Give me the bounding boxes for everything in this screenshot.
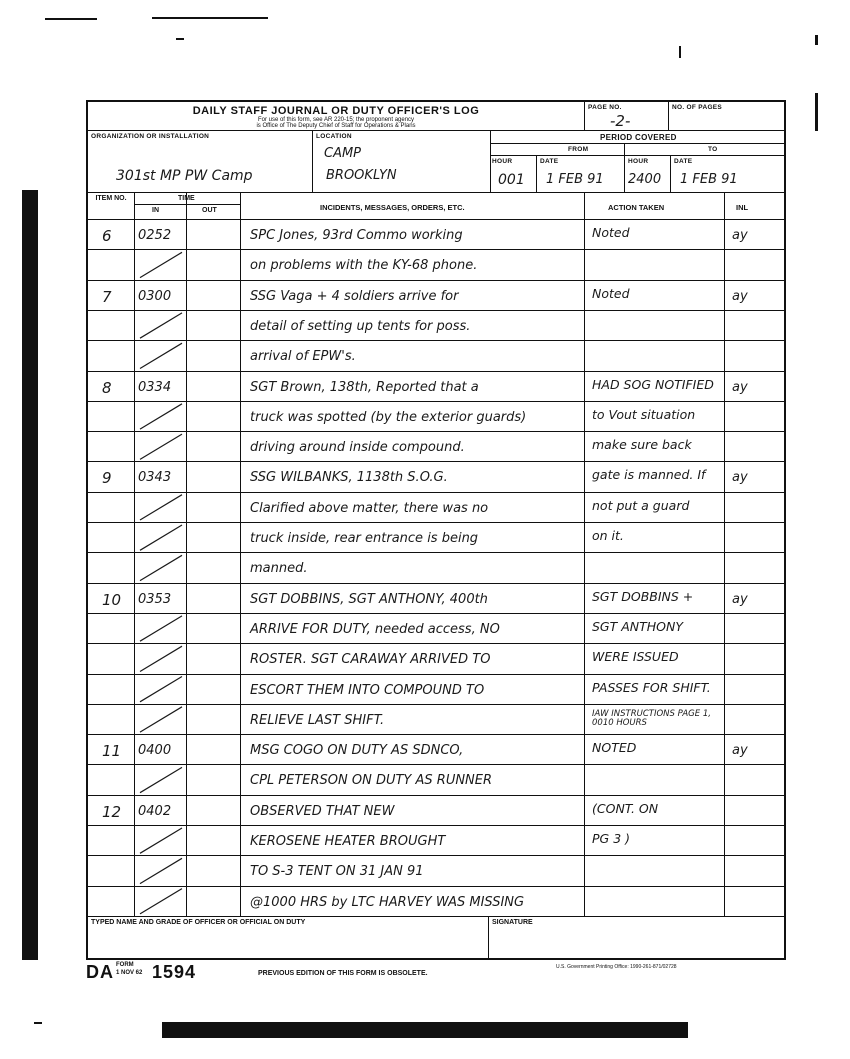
row-incident-text[interactable]: TO S-3 TENT ON 31 JAN 91: [250, 864, 424, 880]
form-subtitle-1: For use of this form, see AR 220-15; the proponent agency: [257, 117, 415, 123]
org-value[interactable]: 301st MP PW Camp: [116, 168, 253, 184]
to-date-value[interactable]: 1 FEB 91: [680, 172, 738, 187]
row-incident-text[interactable]: ROSTER. SGT CARAWAY ARRIVED TO: [250, 652, 491, 668]
row-incident-text[interactable]: truck inside, rear entrance is being: [250, 531, 479, 546]
row-incident-text[interactable]: ARRIVE FOR DUTY, needed access, NO: [250, 621, 500, 637]
scan-mark: [34, 1022, 42, 1024]
typed-name-label: TYPED NAME AND GRADE OF OFFICER OR OFFICIAL ON DUTY: [91, 919, 306, 926]
row-action-taken[interactable]: PG 3 ): [592, 831, 631, 846]
footer-gpo: U.S. Government Printing Office: 1990-261-871/02728: [556, 964, 677, 970]
footer-form-number: 1594: [152, 962, 197, 982]
signature-label: SIGNATURE: [492, 919, 533, 926]
row-action-taken[interactable]: SGT DOBBINS +: [592, 588, 694, 604]
col-out: OUT: [202, 207, 217, 214]
row-incident-text[interactable]: SGT DOBBINS, SGT ANTHONY, 400th: [250, 591, 488, 607]
row-action-taken[interactable]: on it.: [592, 528, 624, 543]
row-incident-text[interactable]: RELIEVE LAST SHIFT.: [250, 712, 385, 728]
col-time: TIME: [178, 195, 195, 202]
period-label: PERIOD COVERED: [600, 133, 677, 142]
row-time-in[interactable]: 0400: [138, 743, 172, 759]
row-incident-text[interactable]: detail of setting up tents for poss.: [250, 318, 471, 334]
from-date-label: DATE: [540, 158, 559, 165]
col-in: IN: [152, 207, 159, 214]
scan-mark: [152, 17, 268, 19]
to-label: TO: [708, 146, 718, 153]
form-footer: [86, 962, 786, 986]
row-incident-text[interactable]: SSG Vaga + 4 soldiers arrive for: [250, 288, 459, 304]
row-time-in[interactable]: 0252: [138, 228, 172, 243]
row-time-in[interactable]: 0402: [138, 803, 172, 819]
footer-previous-edition: PREVIOUS EDITION OF THIS FORM IS OBSOLETE.: [258, 970, 428, 977]
row-action-taken[interactable]: IAW INSTRUCTIONS PAGE 1, 0010 HOURS: [592, 708, 711, 728]
row-action-taken[interactable]: SGT ANTHONY: [592, 618, 683, 634]
row-incident-text[interactable]: truck was spotted (by the exterior guards): [250, 409, 527, 425]
form-title: DAILY STAFF JOURNAL OR DUTY OFFICER'S LOG: [192, 105, 480, 117]
row-action-taken[interactable]: Noted: [592, 225, 630, 240]
duty-log-form: [86, 100, 786, 960]
row-incident-text[interactable]: MSG COGO ON DUTY AS SDNCO,: [250, 743, 464, 759]
row-action-taken[interactable]: HAD SOG NOTIFIED: [592, 376, 714, 392]
location-line-1[interactable]: CAMP: [324, 146, 362, 161]
row-incident-text[interactable]: driving around inside compound.: [250, 440, 465, 456]
row-action-taken[interactable]: gate is manned. If: [592, 467, 706, 483]
row-incident-text[interactable]: manned.: [250, 561, 308, 577]
row-incident-text[interactable]: ESCORT THEM INTO COMPOUND TO: [250, 682, 485, 698]
row-time-in[interactable]: 0334: [138, 379, 172, 395]
scan-mark: [679, 46, 681, 58]
row-initials[interactable]: ay: [732, 743, 748, 759]
row-initials[interactable]: ay: [732, 288, 748, 304]
from-hour-label: HOUR: [492, 158, 513, 165]
row-initials[interactable]: ay: [732, 379, 748, 395]
row-item-no[interactable]: 12: [102, 802, 122, 821]
row-action-taken[interactable]: Noted: [592, 285, 630, 301]
row-incident-text[interactable]: arrival of EPW's.: [250, 349, 356, 365]
row-item-no[interactable]: 10: [102, 590, 122, 609]
footer-form-label: FORM: [116, 962, 134, 968]
row-action-taken[interactable]: make sure back: [592, 437, 692, 453]
row-incident-text[interactable]: OBSERVED THAT NEW: [250, 803, 395, 819]
scan-mark: [45, 18, 97, 20]
row-incident-text[interactable]: CPL PETERSON ON DUTY AS RUNNER: [250, 773, 493, 789]
scan-mark: [162, 1022, 688, 1038]
scan-mark: [815, 93, 818, 131]
row-time-in[interactable]: 0300: [138, 288, 172, 304]
col-incidents: INCIDENTS, MESSAGES, ORDERS, ETC.: [320, 203, 465, 212]
row-initials[interactable]: ay: [732, 470, 748, 486]
no-of-pages-label: NO. OF PAGES: [672, 104, 723, 111]
row-incident-text[interactable]: @1000 HRS by LTC HARVEY WAS MISSING: [250, 894, 525, 910]
typed-name-field[interactable]: [92, 930, 482, 956]
from-hour-value[interactable]: 001: [498, 172, 525, 188]
location-line-2[interactable]: BROOKLYN: [326, 168, 397, 183]
scan-mark: [22, 190, 38, 960]
from-date-value[interactable]: 1 FEB 91: [546, 172, 604, 187]
location-label: LOCATION: [316, 133, 352, 140]
row-action-taken[interactable]: NOTED: [592, 740, 637, 756]
col-item-no: ITEM NO.: [95, 195, 127, 202]
col-initials: INL: [736, 203, 749, 212]
scan-mark: [815, 35, 818, 45]
row-incident-text[interactable]: KEROSENE HEATER BROUGHT: [250, 834, 446, 849]
row-initials[interactable]: ay: [732, 228, 748, 243]
row-item-no[interactable]: 8: [102, 378, 112, 397]
row-incident-text[interactable]: on problems with the KY-68 phone.: [250, 258, 478, 274]
row-action-taken[interactable]: (CONT. ON: [592, 800, 659, 816]
row-item-no[interactable]: 7: [102, 287, 112, 306]
org-label: ORGANIZATION OR INSTALLATION: [91, 133, 210, 140]
page-no-value[interactable]: -2-: [610, 112, 631, 130]
row-incident-text[interactable]: SGT Brown, 138th, Reported that a: [250, 379, 479, 395]
to-date-label: DATE: [674, 158, 693, 165]
row-item-no[interactable]: 6: [102, 227, 112, 245]
footer-da: DA: [86, 962, 114, 982]
from-label: FROM: [568, 146, 589, 153]
row-action-taken[interactable]: PASSES FOR SHIFT.: [592, 679, 711, 695]
col-action: ACTION TAKEN: [608, 203, 665, 212]
row-item-no[interactable]: 9: [102, 469, 112, 488]
signature-field[interactable]: [492, 930, 780, 956]
row-incident-text[interactable]: SSG WILBANKS, 1138th S.O.G.: [250, 470, 448, 486]
form-subtitle-2: is Office of The Deputy Chief of Staff for Operations & Plans: [256, 123, 416, 129]
row-incident-text[interactable]: Clarified above matter, there was no: [250, 500, 489, 516]
row-action-taken[interactable]: not put a guard: [592, 497, 690, 513]
row-action-taken[interactable]: WERE ISSUED: [592, 649, 679, 665]
page-no-label: PAGE NO.: [588, 104, 622, 111]
row-time-in[interactable]: 0353: [138, 591, 172, 607]
row-incident-text[interactable]: SPC Jones, 93rd Commo working: [250, 228, 463, 243]
row-item-no[interactable]: 11: [102, 742, 122, 761]
to-hour-label: HOUR: [628, 158, 649, 165]
row-time-in[interactable]: 0343: [138, 470, 172, 486]
scan-mark: [176, 38, 184, 40]
row-action-taken[interactable]: to Vout situation: [592, 406, 696, 422]
to-hour-value[interactable]: 2400: [628, 172, 662, 187]
footer-form-date: 1 NOV 62: [116, 970, 143, 976]
row-initials[interactable]: ay: [732, 591, 748, 607]
